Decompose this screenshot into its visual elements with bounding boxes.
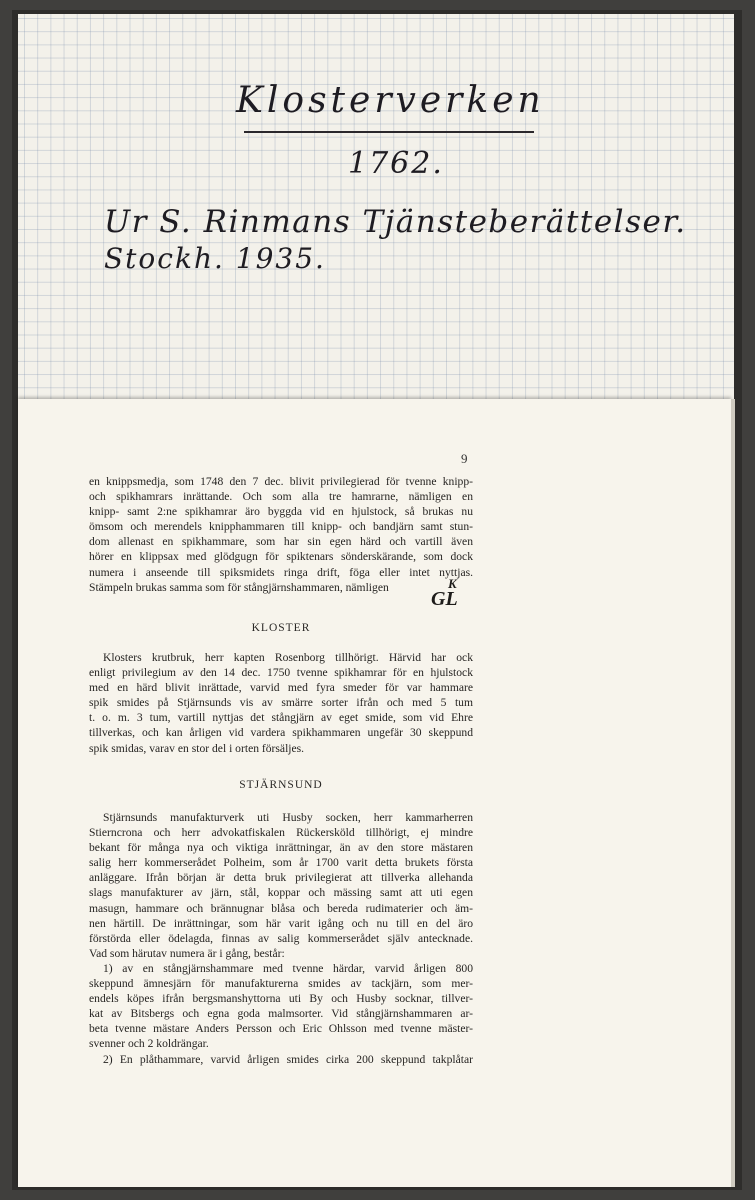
text-line: knipp- samt 2:ne spikhamrar äro byggda vid en hjulstock, så brukas nu <box>89 505 473 519</box>
page-number: 9 <box>461 451 468 466</box>
text-line: Vad som härutav numera är i gång, består: <box>89 946 285 960</box>
text-line: masugn, hammare och brännugnar blåsa och bereda rudimaterier och äm- <box>89 901 473 915</box>
text-line: bekant för många nya och viktiga inrättningar, än av den store mästaren <box>89 841 473 855</box>
paragraph-stjarnsund <box>89 810 473 1067</box>
text-line: beta tvenne mästare Anders Persson och Eric Ohlsson med tvenne mäster- <box>89 1022 473 1036</box>
text-line: Stjärnsunds manufakturverk uti Husby socken, herr kammarherren <box>103 811 473 824</box>
stamp-top-letter: K <box>448 576 457 591</box>
note-title-underline <box>244 131 534 133</box>
note-place-date-line: Stockh. 1935. <box>104 242 326 275</box>
text-line: numera i anseende till spiksmidets ringa drift, föga eller intet nyttjas. <box>89 565 473 579</box>
text-line: tillverkas, och kan årligen vid vardera spikhammaren ungefär 30 skeppund <box>89 726 473 740</box>
stamp-mark <box>428 576 464 608</box>
handwritten-note <box>18 14 734 399</box>
text-line: förstörda eller ödelagda, finnas av salig kommerserådet själv antecknade. <box>89 931 473 945</box>
text-line: nen härtill. De inrättningar, som här varit igång och nu till en del äro <box>89 916 473 930</box>
text-line: dom allenast en spikhammare, som har sin egen härd och vartill även <box>89 535 473 549</box>
text-line: anläggare. Ifrån början är detta bruk privilegierat att tillverka allehanda <box>89 871 473 885</box>
paragraph-knippsmedja <box>89 474 473 595</box>
text-line: skeppund ämnesjärn för manufakturerna smides av tackjärn, som mer- <box>89 977 473 991</box>
text-line: spik smidas, varav en stor del i orten försäljes. <box>89 741 305 755</box>
text-line: t. o. m. 3 tum, vartill nyttjas det stångjärn av eget smide, som vid Ehre <box>89 711 473 725</box>
note-source-line: Ur S. Rinmans Tjänsteberättelser. <box>104 204 687 240</box>
text-line: ömsom och merendels knipphammaren till knipp- och bandjärn samt stun- <box>89 520 473 534</box>
text-line: Klosters krutbruk, herr kapten Rosenborg tillhörigt. Härvid har ock <box>103 651 473 664</box>
text-line: svenner och 2 koldrängar. <box>89 1037 209 1051</box>
text-line: och spikhamrars inrättande. Och som alla tre hamrarne, nämligen en <box>89 490 473 504</box>
text-line: endels köpes ifrån bergsmanshyttorna uti By och Husby socknar, tillver- <box>89 992 473 1006</box>
text-line: en knippsmedja, som 1748 den 7 dec. blivit privilegierad för tvenne knipp- <box>89 475 473 488</box>
section-heading-stjarnsund: STJÄRNSUND <box>239 779 323 791</box>
text-line: hörer en klippsax med glödgugn för spiktenars sönderskärande, som dock <box>89 550 473 564</box>
text-line: 2) En plåthammare, varvid årligen smides cirka 200 skeppund takplåtar <box>103 1052 473 1066</box>
text-line: enligt privilegium av den 14 dec. 1750 tvenne spikhamrar för en hjulstock <box>89 666 473 680</box>
text-line: 1) av en stångjärnshammare med tvenne härdar, varvid årligen 800 <box>103 961 473 975</box>
section-heading-kloster: KLOSTER <box>251 622 311 634</box>
text-line: spik smides på Stjärnsunds vis av smärre sorter ifrån och med 5 tum <box>89 696 473 710</box>
note-year: 1762. <box>348 146 444 181</box>
text-line: salig herr kommerserådet Polheim, som år 1700 varit detta brukets första <box>89 856 473 870</box>
text-line: Stierncrona och herr advokatfiskalen Rückersköld tillhörigt, ej mindre <box>89 826 473 840</box>
text-line: Stämpeln brukas samma som för stångjärnshammaren, nämligen <box>89 580 389 594</box>
stamp-bottom-letters: GL <box>431 588 458 608</box>
text-line: med en härd blivit inrättade, varvid med fyra smeder för var hammare <box>89 681 473 695</box>
text-line: slags manufakturer av järn, stål, koppar och mässing samt att uti egen <box>89 886 473 900</box>
text-line: kat av Bitsbergs och egna goda malmsorter. Vid stångjärnshammaren ar- <box>89 1007 473 1021</box>
paragraph-kloster <box>89 650 473 756</box>
note-title: Klosterverken <box>236 80 545 121</box>
page-edge <box>731 399 735 1187</box>
